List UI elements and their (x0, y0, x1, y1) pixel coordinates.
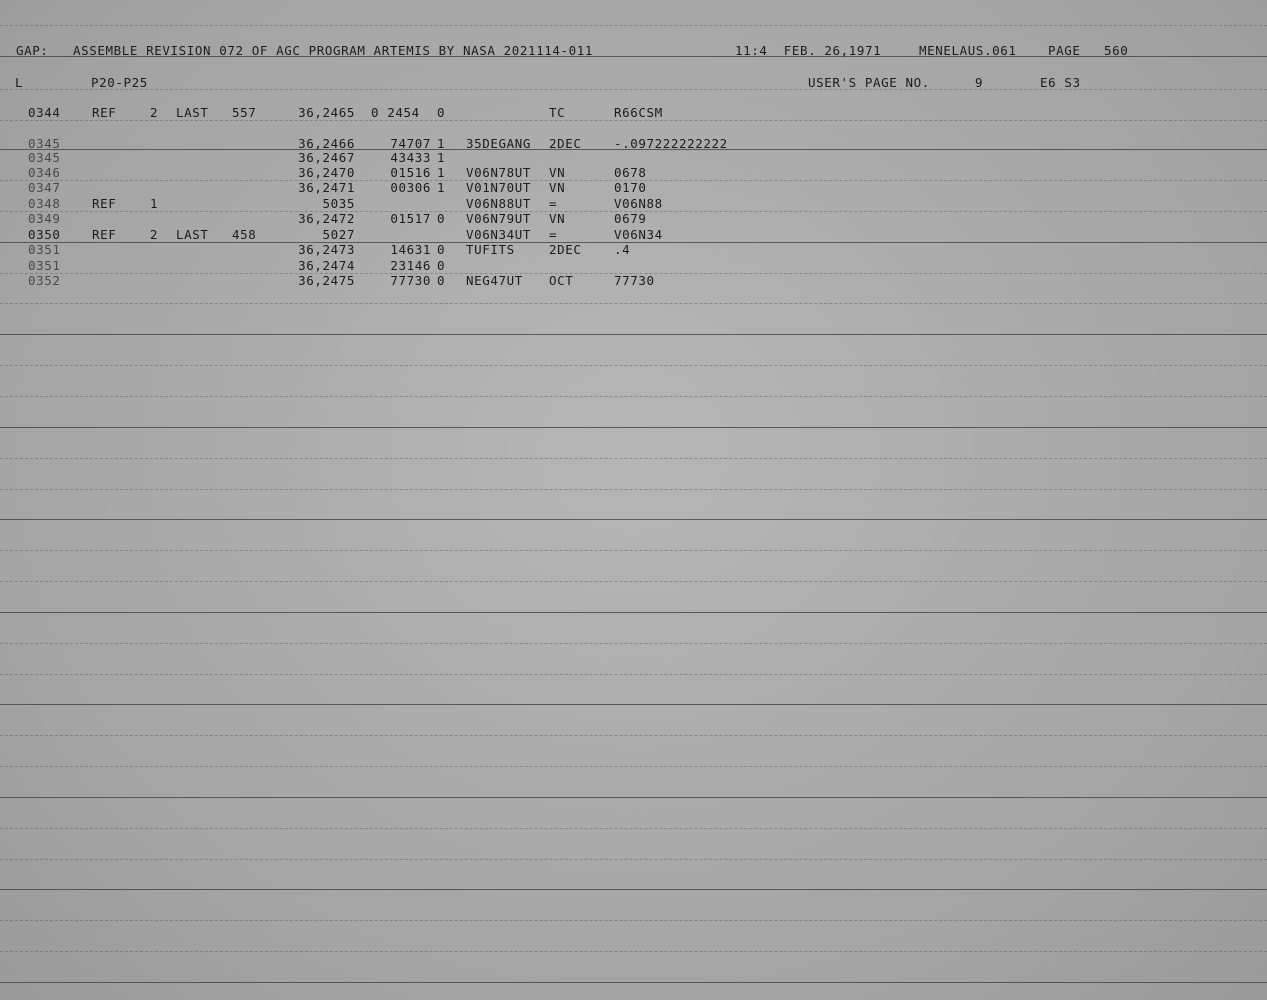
parity-bit: 0 (437, 105, 446, 120)
dashed-rule (0, 828, 1267, 829)
operand: .4 (614, 242, 631, 257)
opcode: TC (549, 105, 566, 120)
dashed-rule (0, 365, 1267, 366)
symbol-label: 35DEGANG (466, 136, 532, 151)
dashed-rule (0, 951, 1267, 952)
octal-word: 14631 (390, 242, 431, 257)
seq-number: 0348 (28, 196, 61, 211)
listing-row (0, 211, 1267, 226)
operand: 0679 (614, 211, 647, 226)
address: 36,2465 (298, 105, 355, 120)
seq-number: 0351 (28, 258, 61, 273)
octal-word: 74707 (390, 136, 431, 151)
opcode: = (549, 227, 558, 242)
symbol-label: NEG47UT (466, 273, 523, 288)
solid-rule (0, 519, 1267, 520)
opcode: 2DEC (549, 136, 582, 151)
dashed-rule (0, 859, 1267, 860)
dashed-rule (0, 489, 1267, 490)
opcode: = (549, 196, 558, 211)
parity-bit: 0 (437, 242, 446, 257)
symbol-label: V06N79UT (466, 211, 532, 226)
dashed-rule (0, 674, 1267, 675)
octal-word: 23146 (390, 258, 431, 273)
solid-rule (0, 612, 1267, 613)
dashed-rule (0, 581, 1267, 582)
operand: -.097222222222 (614, 136, 728, 151)
ref-label: REF (92, 196, 117, 211)
seq-number: 0350 (28, 227, 61, 242)
operand: R66CSM (614, 105, 663, 120)
last-label: LAST (176, 105, 209, 120)
parity-bit: 0 (437, 273, 446, 288)
parity-bit: 0 (437, 211, 446, 226)
l-label: L (15, 75, 24, 90)
dashed-rule (0, 766, 1267, 767)
page-number: 560 (1104, 43, 1129, 58)
seq-number: 0346 (28, 165, 61, 180)
assembly-title: ASSEMBLE REVISION 072 OF AGC PROGRAM ARTEMIS BY NASA 2021114-011 (73, 43, 594, 58)
listing-row (0, 165, 1267, 180)
octal-word: 43433 (390, 150, 431, 165)
parity-bit: 1 (437, 165, 446, 180)
listing-row (0, 136, 1267, 151)
operand: V06N88 (614, 196, 663, 211)
parity-bit: 1 (437, 180, 446, 195)
seq-number: 0344 (28, 105, 61, 120)
ref-count: 2 (150, 105, 159, 120)
opcode: VN (549, 211, 566, 226)
operand: 0678 (614, 165, 647, 180)
seq-number: 0349 (28, 211, 61, 226)
address: 36,2470 (298, 165, 355, 180)
solid-rule (0, 889, 1267, 890)
user-file: MENELAUS.061 (919, 43, 1017, 58)
seq-number: 0345 (28, 136, 61, 151)
opcode: VN (549, 165, 566, 180)
dashed-rule (0, 303, 1267, 304)
octal-word: 77730 (390, 273, 431, 288)
last-number: 557 (232, 105, 257, 120)
listing-header (0, 43, 1267, 58)
last-number: 458 (232, 227, 257, 242)
address: 36,2467 (298, 150, 355, 165)
address: 36,2466 (298, 136, 355, 151)
listing-row (0, 227, 1267, 242)
opcode: VN (549, 180, 566, 195)
symbol-label: V06N34UT (466, 227, 532, 242)
ref-label: REF (92, 227, 117, 242)
symbol-label: TUFITS (466, 242, 515, 257)
listing-row (0, 273, 1267, 288)
listing-row (0, 150, 1267, 165)
solid-rule (0, 334, 1267, 335)
octal-word: 01517 (390, 211, 431, 226)
user-page-number: 9 (975, 75, 984, 90)
solid-rule (0, 982, 1267, 983)
address: 36,2471 (298, 180, 355, 195)
solid-rule (0, 427, 1267, 428)
dashed-rule (0, 458, 1267, 459)
listing-row (0, 105, 1267, 120)
ref-count: 2 (150, 227, 159, 242)
address: 36,2473 (298, 242, 355, 257)
gap-label: GAP: (16, 43, 49, 58)
dashed-rule (0, 120, 1267, 121)
seq-number: 0351 (28, 242, 61, 257)
address: 5035 (322, 196, 355, 211)
seq-number: 0345 (28, 150, 61, 165)
e-code: E6 S3 (1040, 75, 1081, 90)
opcode: OCT (549, 273, 574, 288)
operand: V06N34 (614, 227, 663, 242)
ref-count: 1 (150, 196, 159, 211)
listing-row (0, 242, 1267, 257)
opcode: 2DEC (549, 242, 582, 257)
symbol-label: V01N70UT (466, 180, 532, 195)
octal-word: 0 2454 (371, 105, 420, 120)
operand: 77730 (614, 273, 655, 288)
dashed-rule (0, 25, 1267, 26)
listing-row (0, 180, 1267, 195)
octal-word: 01516 (390, 165, 431, 180)
last-label: LAST (176, 227, 209, 242)
solid-rule (0, 797, 1267, 798)
parity-bit: 1 (437, 136, 446, 151)
ref-label: REF (92, 105, 117, 120)
octal-word: 00306 (390, 180, 431, 195)
seq-number: 0352 (28, 273, 61, 288)
section-name: P20-P25 (91, 75, 148, 90)
listing-subheader (0, 75, 1267, 90)
page-label: PAGE (1048, 43, 1081, 58)
dashed-rule (0, 920, 1267, 921)
dashed-rule (0, 735, 1267, 736)
operand: 0170 (614, 180, 647, 195)
dashed-rule (0, 643, 1267, 644)
solid-rule (0, 704, 1267, 705)
time-date: 11:4 FEB. 26,1971 (735, 43, 882, 58)
dashed-rule (0, 396, 1267, 397)
symbol-label: V06N78UT (466, 165, 532, 180)
address: 5027 (322, 227, 355, 242)
listing-row (0, 258, 1267, 273)
address: 36,2474 (298, 258, 355, 273)
parity-bit: 1 (437, 150, 446, 165)
seq-number: 0347 (28, 180, 61, 195)
parity-bit: 0 (437, 258, 446, 273)
symbol-label: V06N88UT (466, 196, 532, 211)
listing-row (0, 196, 1267, 211)
address: 36,2472 (298, 211, 355, 226)
dashed-rule (0, 550, 1267, 551)
user-page-label: USER'S PAGE NO. (808, 75, 930, 90)
address: 36,2475 (298, 273, 355, 288)
